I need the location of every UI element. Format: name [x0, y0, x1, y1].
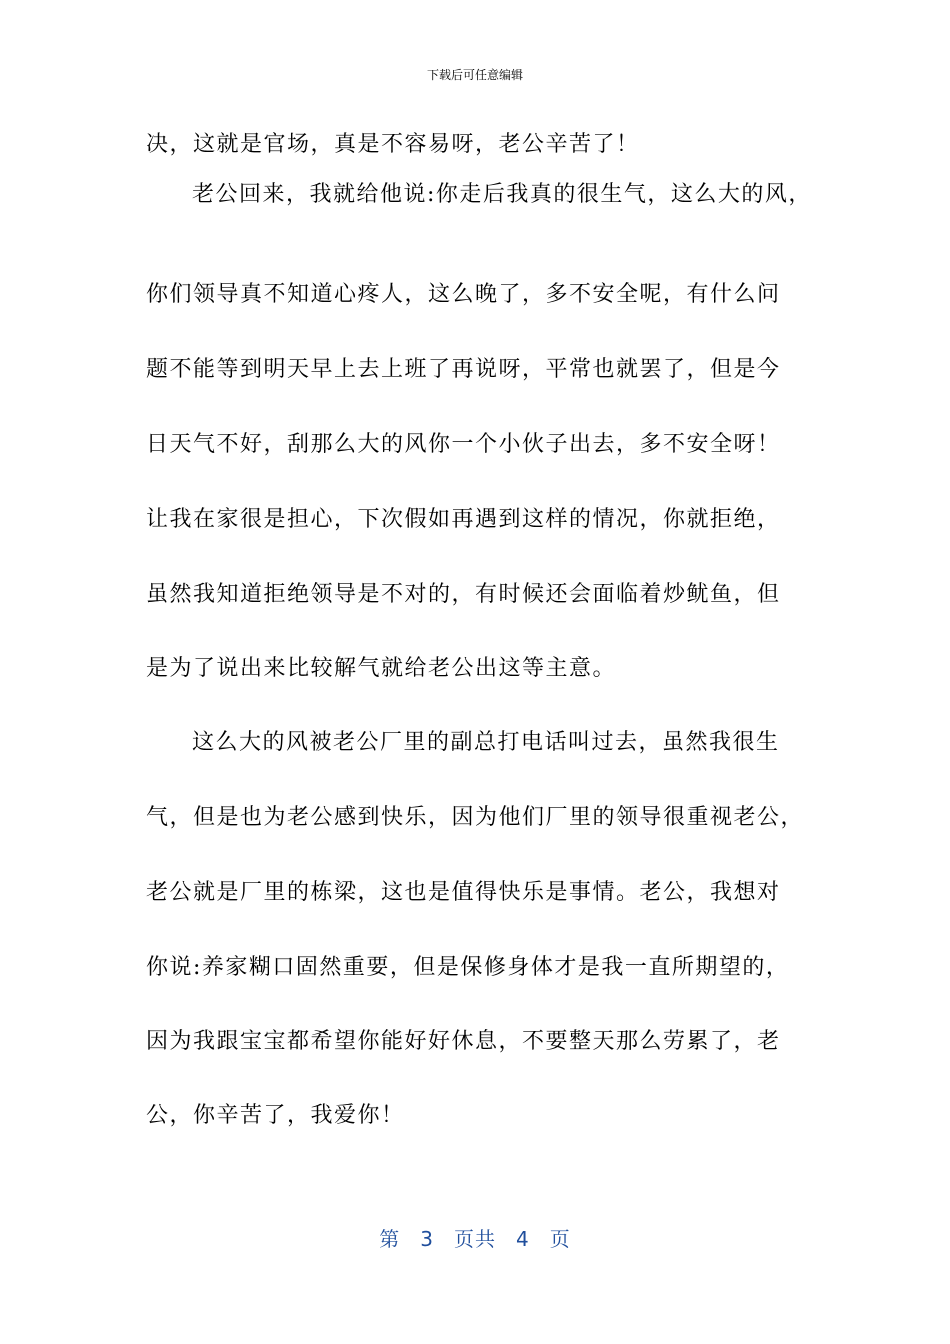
- page-header-note: 下载后可任意编辑: [426, 68, 523, 82]
- text-line: 这么大的风被老公厂里的副总打电话叫过去，虽然我很生: [192, 730, 780, 755]
- text-line: 公，你辛苦了，我爱你！: [146, 1103, 405, 1128]
- footer-middle: 页共: [454, 1227, 496, 1251]
- text-line: 是为了说出来比较解气就给老公出这等主意。: [146, 656, 617, 681]
- text-line: 老公就是厂里的栋梁，这也是值得快乐是事情。老公，我想对: [146, 880, 781, 905]
- text-line: 决，这就是官场，真是不容易呀，老公辛苦了！: [146, 132, 640, 157]
- text-line: 你说:养家糊口固然重要，但是保修身体才是我一直所期望的，: [146, 955, 790, 980]
- text-line: 老公回来，我就给他说:你走后我真的很生气，这么大的风，: [192, 182, 812, 207]
- text-line: 日天气不好，刮那么大的风你一个小伙子出去，多不安全呀！: [146, 432, 781, 457]
- footer-total-pages: 4: [516, 1227, 530, 1251]
- text-line: 气，但是也为老公感到快乐，因为他们厂里的领导很重视老公，: [146, 805, 805, 830]
- text-line: 你们领导真不知道心疼人，这么晚了，多不安全呢，有什么问: [146, 282, 781, 307]
- footer-suffix: 页: [549, 1227, 571, 1251]
- footer-current-page: 3: [420, 1227, 434, 1251]
- text-line: 虽然我知道拒绝领导是不对的，有时候还会面临着炒鱿鱼，但: [146, 582, 781, 607]
- text-line: 题不能等到明天早上去上班了再说呀，平常也就罢了，但是今: [146, 357, 781, 382]
- text-line: 因为我跟宝宝都希望你能好好休息，不要整天那么劳累了，老: [146, 1029, 781, 1054]
- page-footer: [0, 1226, 950, 1252]
- footer-prefix: 第: [379, 1227, 401, 1251]
- text-line: 让我在家很是担心，下次假如再遇到这样的情况，你就拒绝，: [146, 507, 781, 532]
